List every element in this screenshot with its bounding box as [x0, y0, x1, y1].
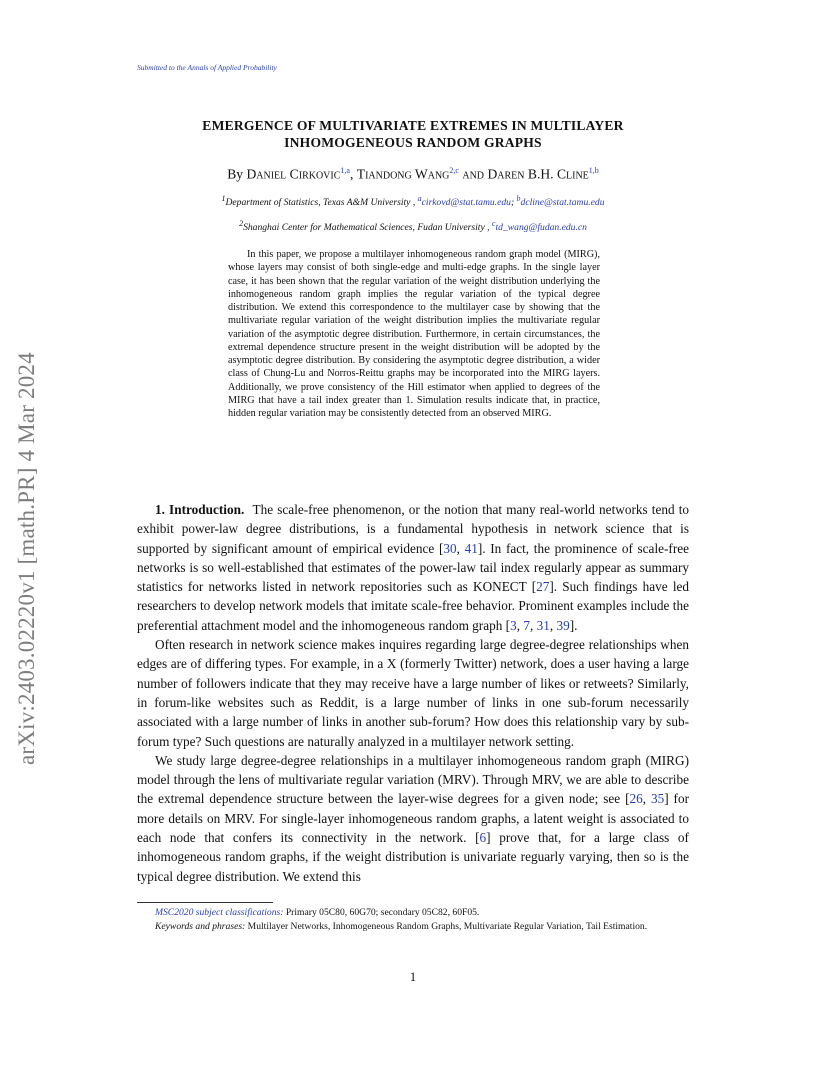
- citation-link[interactable]: 26: [629, 791, 643, 807]
- author-1: Daniel Cirkovic: [246, 166, 341, 182]
- citation-link[interactable]: 31: [536, 617, 550, 633]
- author-1-sup[interactable]: 1,a: [340, 166, 350, 175]
- text-span: ,: [529, 617, 537, 633]
- footnote-rule: [137, 902, 273, 903]
- citation-link[interactable]: 35: [650, 791, 665, 807]
- aff2-text: Shanghai Center for Mathematical Sciences, Fudan University ,: [243, 222, 492, 234]
- and-label: and: [458, 166, 488, 182]
- text-span: ,: [516, 617, 524, 633]
- title-line-1: EMERGENCE OF MULTIVARIATE EXTREMES IN MULTILAYER: [202, 118, 624, 133]
- text-span: ]. In fact, the prominence of scale-free networks is so well-established that estimates of the power-law tail index regularly appear as summary statistics for networks listed in network repositories such as KONECT [: [137, 540, 690, 595]
- arxiv-stamp: arXiv:2403.02220v1 [math.PR] 4 Mar 2024: [14, 352, 39, 765]
- footnote-msc: [137, 906, 689, 920]
- text-span: The scale-free phenomenon, or the notion that many real-world networks tend to exhibit power-law degree distributions, is a fundamental hypothesis in network science that is supported by significant amount of empirical evidence [: [137, 502, 689, 556]
- email-b-link[interactable]: dcline@stat.tamu.edu: [520, 197, 605, 209]
- author-list: [137, 166, 689, 183]
- email-c-sup: c: [491, 219, 496, 228]
- text-span: ]. Such findings have led researchers to develop network models that imitate scale-free behavior. Prominent examples include the preferential attachment model and the inhomogeneous random graph [: [137, 579, 690, 633]
- author-3: Daren B.H. Cline: [487, 166, 589, 182]
- author-sep: ,: [349, 166, 357, 182]
- email-b-sup: b: [516, 194, 521, 203]
- citation-link[interactable]: 6: [479, 830, 487, 846]
- section-heading: 1. Introduction.: [155, 502, 245, 517]
- intro-paragraph-3: [137, 751, 689, 886]
- aff1-text: Department of Statistics, Texas A&M University ,: [225, 197, 418, 209]
- page-number: 1: [409, 970, 417, 984]
- author-2-sup[interactable]: 2,c: [449, 166, 459, 175]
- author-2: Tiandong Wang: [356, 166, 450, 182]
- submitted-note: Submitted to the Annals of Applied Probability: [137, 63, 277, 72]
- msc-text: Primary 05C80, 60G70; secondary 05C82, 60F05.: [283, 907, 480, 918]
- text-span: ,: [549, 617, 557, 633]
- aff2-number: 2: [239, 219, 244, 228]
- citation-link[interactable]: 7: [523, 617, 530, 633]
- msc-label[interactable]: MSC2020 subject classifications:: [155, 907, 284, 918]
- citation-link[interactable]: 27: [536, 579, 550, 595]
- intro-paragraph-1: [137, 500, 689, 635]
- footnote-keywords: [137, 920, 689, 934]
- abstract: In this paper, we propose a multilayer inhomogeneous random graph model (MIRG), whose layers may consist of both single-edge and multi-edge graphs. In the single layer case, it has been shown that the regular variation of the weight distribution underlying the inhomogeneous random graph implies the regular variation of the typical degree distribution. We extend this correspondence to the multilayer case by showing that the multivariate regular variation of the weight distribution implies the multivariate regular variation of the asymptotic degree distribution. Furthermore, in certain circumstances, the extremal dependence structure present in the weight distribution will be adopted by the asymptotic degree distribution. By considering the asymptotic degree distribution, a wider class of Chung-Lu and Norros-Reittu graphs may be incorporated into the MIRG layers. Additionally, we prove consistency of the Hill estimator when applied to degrees of the MIRG that have a tail index greater than 1. Simulation results indicate that, in practice, hidden regular variation may be consistently detected from an observed MIRG.: [228, 249, 600, 419]
- affiliation-2: [137, 219, 689, 233]
- author-3-sup[interactable]: 1,b: [588, 166, 599, 175]
- citation-link[interactable]: 41: [464, 540, 478, 556]
- citation-link[interactable]: 30: [443, 540, 457, 556]
- citation-link[interactable]: 3: [510, 617, 517, 633]
- text-span: We study large degree-degree relationships in a multilayer inhomogeneous random graph (MIRG) model through the lens of multivariate regular variation (MRV). Through MRV, we are able to describe the extremal dependence structure between the layer-wise degrees for a given node; see [: [137, 752, 689, 807]
- keywords-text: Multilayer Networks, Inhomogeneous Random Graphs, Multivariate Regular Variation, Tail Estimation.: [245, 921, 648, 932]
- email-a-link[interactable]: cirkovd@stat.tamu.edu: [421, 197, 511, 209]
- text-span: ] prove that, for a large class of inhomogeneous random graphs, if the weight distribution is univariate reguarly varying, then so is the typical degree distribution. We extend this: [137, 830, 689, 884]
- aff1-sep: ;: [510, 197, 517, 209]
- introduction-section: [137, 500, 689, 886]
- text-span: ].: [569, 617, 578, 633]
- intro-paragraph-2: Often research in network science makes inquires regarding large degree-degree relationships when edges are of differing types. For example, in a X (formerly Twitter) network, does a user having a large number of followers indicate that they may receive have a large number of likes or retweets? Similarly, in forum-like websites such as Reddit, is a large number of links in one sub-forum necessarily associated with a large number of links in another sub-forum? How does this relationship vary by sub-forum type? Such questions are naturally analyzed in a multilayer network setting.: [137, 637, 689, 749]
- affiliation-1: [137, 194, 689, 208]
- paper-title: [137, 117, 689, 151]
- email-a-sup: a: [417, 194, 422, 203]
- text-span: ] for more details on MRV. For single-layer inhomogeneous random graphs, a latent weight is associated to each node that confers its connectivity in the network. [: [137, 791, 690, 846]
- citation-link[interactable]: 39: [556, 617, 570, 633]
- text-span: ,: [642, 791, 651, 807]
- by-label: By: [227, 166, 244, 182]
- keywords-label: Keywords and phrases:: [155, 921, 246, 932]
- text-span: ,: [456, 540, 465, 556]
- email-c-link[interactable]: td_wang@fudan.edu.cn: [495, 222, 587, 234]
- aff1-number: 1: [221, 194, 226, 203]
- title-line-2: INHOMOGENEOUS RANDOM GRAPHS: [284, 135, 542, 150]
